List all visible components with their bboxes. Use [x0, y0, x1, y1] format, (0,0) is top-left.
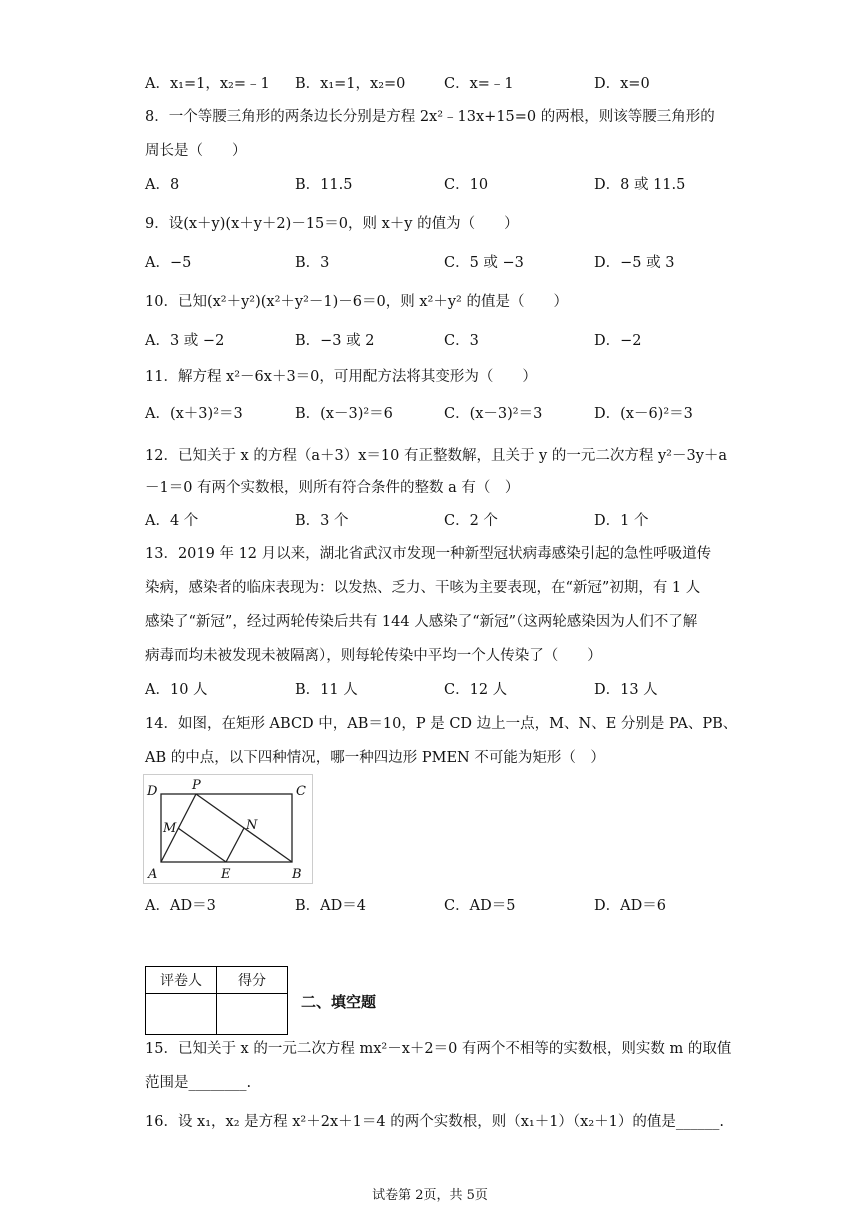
segment-me: [178, 828, 226, 862]
q10-option-b: B．−3 或 2: [295, 333, 375, 349]
q14-stem-line1: 14．如图，在矩形 ABCD 中，AB＝10，P 是 CD 边上一点，M、N、E 分别是 PA、PB、: [145, 716, 738, 732]
q11-option-c: C．(x－3)²＝3: [444, 406, 543, 422]
q11-options: [145, 404, 725, 424]
reviewer-cell[interactable]: [146, 994, 217, 1035]
rectangle-abcd: [161, 794, 292, 862]
q13-option-c: C．12 人: [444, 682, 508, 698]
page-footer: 试卷第 2页，共 5页: [372, 1188, 488, 1203]
score-cell[interactable]: [217, 994, 288, 1035]
q12-option-c: C．2 个: [444, 513, 498, 529]
q7-option-d: D．x=0: [594, 76, 650, 92]
q13-option-b: B．11 人: [295, 682, 358, 698]
q11-option-b: B．(x－3)²＝6: [295, 406, 393, 422]
q8-option-d: D．8 或 11.5: [594, 177, 686, 193]
q14-option-b: B．AD＝4: [295, 898, 366, 914]
label-e: E: [221, 867, 231, 882]
q13-options: [145, 680, 725, 700]
q10-option-c: C．3: [444, 333, 479, 349]
segment-en: [226, 828, 244, 862]
q13-stem-line2: 染病，感染者的临床表现为：以发热、乏力、干咳为主要表现，在“新冠”初期，有 1 人: [145, 580, 701, 596]
label-c: C: [296, 784, 306, 799]
q12-option-a: A．4 个: [145, 513, 199, 529]
q13-stem-line1: 13．2019 年 12 月以来，湖北省武汉市发现一种新型冠状病毒感染引起的急性呼吸道传: [145, 546, 712, 562]
q9-option-c: C．5 或 −3: [444, 255, 524, 271]
q7-option-b: B．x₁=1，x₂=0: [295, 76, 406, 92]
q15-stem-line1: 15．已知关于 x 的一元二次方程 mx²－x＋2＝0 有两个不相等的实数根，则实数 m 的取值: [145, 1041, 732, 1057]
q9-option-d: D．−5 或 3: [594, 255, 675, 271]
label-b: B: [292, 867, 302, 882]
q15-stem-line2: 范围是________.: [145, 1075, 252, 1091]
label-a: A: [148, 867, 158, 882]
q10-options: [145, 331, 725, 351]
q10-option-d: D．−2: [594, 333, 642, 349]
q9-stem: 9．设(x＋y)(x＋y＋2)－15＝0，则 x＋y 的值为（ ）: [145, 216, 519, 232]
score-header: 得分: [217, 967, 288, 994]
q11-option-d: D．(x－6)²＝3: [594, 406, 693, 422]
q14-option-c: C．AD＝5: [444, 898, 516, 914]
q14-option-d: D．AD＝6: [594, 898, 666, 914]
q8-option-b: B．11.5: [295, 177, 353, 193]
label-p: P: [192, 778, 201, 793]
q7-option-a: A．x₁=1，x₂=﹣1: [145, 76, 270, 92]
q12-stem-line1: 12．已知关于 x 的方程（a＋3）x＝10 有正整数解，且关于 y 的一元二次方程 y²－3y＋a: [145, 448, 728, 464]
q12-stem-line2: －1＝0 有两个实数根，则所有符合条件的整数 a 有（ ）: [145, 480, 520, 496]
q8-option-a: A．8: [145, 177, 180, 193]
rectangle-abcd-figure: [143, 774, 313, 884]
q10-option-a: A．3 或 −2: [145, 333, 225, 349]
q10-stem: 10．已知(x²＋y²)(x²＋y²－1)－6＝0，则 x²＋y² 的值是（ ）: [145, 294, 568, 310]
q14-stem-line2: AB 的中点，以下四种情况，哪一种四边形 PMEN 不可能为矩形（ ）: [145, 750, 605, 766]
q13-option-d: D．13 人: [594, 682, 658, 698]
label-m: M: [163, 821, 177, 836]
q9-options: [145, 253, 725, 273]
q12-option-b: B．3 个: [295, 513, 349, 529]
q8-stem-line1: 8．一个等腰三角形的两条边长分别是方程 2x²﹣13x+15=0 的两根，则该等腰三角形的: [145, 109, 715, 125]
q11-stem: 11．解方程 x²－6x＋3＝0，可用配方法将其变形为（ ）: [145, 369, 537, 385]
q8-options: [145, 175, 725, 195]
q12-option-d: D．1 个: [594, 513, 649, 529]
q7-options: [145, 74, 725, 94]
label-n: N: [246, 818, 258, 833]
score-table: [145, 966, 288, 1035]
q14-options: [145, 896, 725, 916]
q13-stem-line4: 病毒而均未被发现未被隔离），则每轮传染中平均一个人传染了（ ）: [145, 648, 602, 664]
q9-option-b: B．3: [295, 255, 330, 271]
q7-option-c: C．x=﹣1: [444, 76, 514, 92]
q11-option-a: A．(x＋3)²＝3: [145, 406, 243, 422]
label-d: D: [147, 784, 158, 799]
q14-option-a: A．AD＝3: [145, 898, 216, 914]
q9-option-a: A．−5: [145, 255, 192, 271]
q16-stem: 16．设 x₁，x₂ 是方程 x²＋2x＋1＝4 的两个实数根，则（x₁＋1）（x₂＋1）的值是______.: [145, 1114, 724, 1130]
q12-options: [145, 511, 725, 531]
section-title: 二、填空题: [301, 993, 377, 1011]
q13-stem-line3: 感染了“新冠”，经过两轮传染后共有 144 人感染了“新冠”（这两轮感染因为人们不了解: [145, 614, 698, 630]
q8-option-c: C．10: [444, 177, 489, 193]
q8-stem-line2: 周长是（ ）: [145, 143, 247, 159]
q13-option-a: A．10 人: [145, 682, 208, 698]
reviewer-header: 评卷人: [146, 967, 217, 994]
